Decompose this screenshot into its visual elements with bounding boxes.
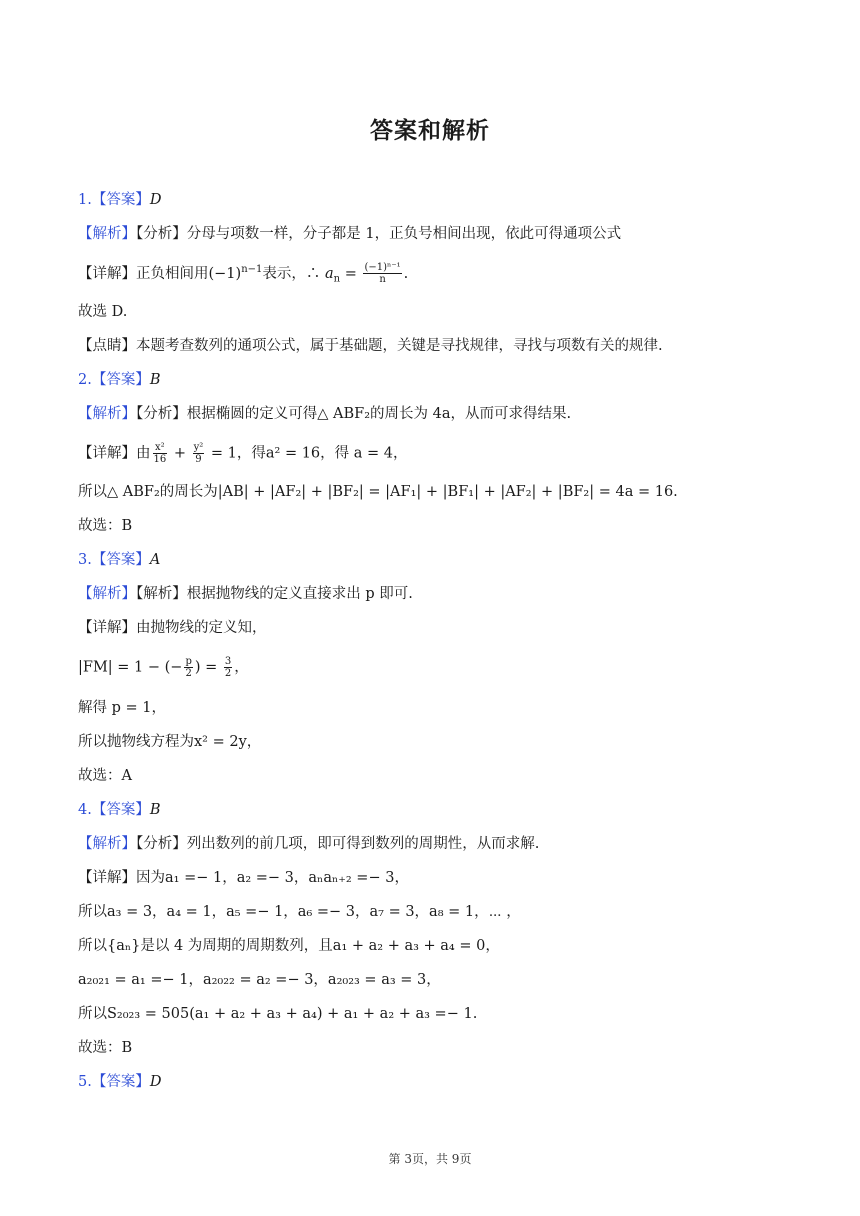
q4-analysis-tag: 【解析】	[78, 836, 136, 852]
q1-detail-b: 表示，∴	[262, 265, 325, 282]
q4-analysis-text: 【分析】列出数列的前几项，即可得到数列的周期性，从而求解.	[136, 836, 540, 852]
q1-number: 1.	[78, 192, 92, 208]
q3-answer	[78, 550, 160, 570]
q2-detail-a: 由	[136, 445, 151, 462]
q1-detail-a: 正负相间用(−1)	[136, 265, 242, 282]
q3-fm-b: ) =	[194, 659, 222, 676]
q1-answer-value: D	[149, 192, 162, 208]
q2-answer	[78, 370, 161, 390]
q3-choose: 故选：A	[78, 768, 132, 784]
q3-frac-result-num: 3	[224, 656, 232, 667]
q3-frac-result	[224, 656, 232, 679]
q3-frac-p	[184, 656, 192, 679]
q3-fm-equation	[78, 656, 249, 679]
q3-solve: 解得 p = 1，	[78, 700, 166, 716]
q2-answer-tag: 【答案】	[91, 372, 150, 388]
q1-eq: =	[340, 265, 362, 282]
q4-analysis	[78, 834, 539, 854]
q2-number: 2.	[78, 372, 92, 388]
q2-answer-value: B	[149, 372, 161, 388]
q3-detail	[78, 618, 267, 638]
q1-detail-exp: n−1	[241, 264, 263, 275]
q2-analysis-text: 【分析】根据椭圆的定义可得△ ABF₂的周长为 4a，从而可求得结果.	[136, 406, 572, 422]
q3-answer-tag: 【答案】	[91, 552, 150, 568]
q3-analysis-tag: 【解析】	[78, 586, 136, 602]
q1-end: .	[403, 265, 409, 282]
q2-frac-y	[193, 442, 205, 465]
page-title: 答案和解析	[370, 118, 490, 144]
q2-plus: +	[169, 445, 191, 462]
q3-detail-tag: 【详解】	[78, 620, 136, 636]
q3-detail-text: 由抛物线的定义知，	[136, 620, 267, 636]
q5-answer	[78, 1072, 161, 1092]
q2-analysis	[78, 404, 571, 424]
q4-answer	[78, 800, 161, 820]
q1-detail-tag: 【详解】	[78, 265, 136, 282]
q2-frac-x-den: 16	[153, 454, 167, 465]
q2-detail-tag: 【详解】	[78, 445, 136, 462]
q2-frac-x	[153, 442, 168, 465]
q3-fm-c: ，	[234, 659, 249, 676]
q4-detail-tag: 【详解】	[78, 870, 136, 886]
q3-fm-a: |FM| = 1 − (−	[78, 659, 183, 676]
q4-line3: 所以{aₙ}是以 4 为周期的周期数列，且a₁ + a₂ + a₃ + a₄ = 0，	[78, 938, 500, 954]
q2-detail	[78, 442, 408, 465]
q4-answer-tag: 【答案】	[91, 802, 150, 818]
q1-analysis-text: 【分析】分母与项数一样，分子都是 1，正负号相间出现，依此可得通项公式	[136, 226, 622, 242]
q4-number: 4.	[78, 802, 92, 818]
q1-answer-tag: 【答案】	[91, 192, 150, 208]
q4-detail-text: 因为a₁ =− 1，a₂ =− 3，aₙaₙ₊₂ =− 3，	[136, 870, 409, 886]
q3-number: 3.	[78, 552, 92, 568]
q1-analysis	[78, 224, 621, 244]
q2-frac-y-num: y²	[193, 442, 204, 453]
q5-answer-value: D	[149, 1074, 162, 1090]
q3-frac-result-den: 2	[224, 668, 232, 679]
q2-choose: 故选：B	[78, 518, 133, 534]
q1-answer	[78, 190, 161, 210]
q1-comment-tag: 【点睛】	[78, 338, 136, 354]
q5-number: 5.	[78, 1074, 92, 1090]
q2-analysis-tag: 【解析】	[78, 406, 136, 422]
page-footer: 第 3页，共 9页	[388, 1152, 472, 1166]
q3-frac-p-num: p	[185, 656, 192, 667]
q4-detail	[78, 868, 409, 888]
q3-frac-p-den: 2	[185, 668, 192, 679]
q5-answer-tag: 【答案】	[91, 1074, 150, 1090]
q4-answer-value: B	[149, 802, 161, 818]
q2-frac-x-num: x²	[153, 442, 168, 454]
q1-an: a	[325, 265, 334, 282]
q4-choose: 故选：B	[78, 1040, 133, 1056]
q4-line4: a₂₀₂₁ = a₁ =− 1，a₂₀₂₂ = a₂ =− 3，a₂₀₂₃ = a₃ = 3，	[78, 972, 441, 988]
q1-comment	[78, 336, 663, 356]
q2-line2: 所以△ ABF₂的周长为|AB| + |AF₂| + |BF₂| = |AF₁| + |BF₁| + |AF₂| + |BF₂| = 4a = 16.	[78, 484, 678, 500]
q1-comment-text: 本题考查数列的通项公式，属于基础题，关键是寻找规律，寻找与项数有关的规律.	[136, 338, 663, 354]
q4-line2: 所以a₃ = 3，a₄ = 1，a₅ =− 1，a₆ =− 3，a₇ = 3，a₈ = 1，⋯ ，	[78, 904, 521, 920]
q1-fraction	[363, 262, 401, 285]
q2-frac-y-den: 9	[195, 454, 202, 465]
q1-choose: 故选 D.	[78, 304, 128, 320]
q3-answer-value: A	[149, 552, 161, 568]
q4-line5: 所以S₂₀₂₃ = 505(a₁ + a₂ + a₃ + a₄) + a₁ + a₂ + a₃ =− 1.	[78, 1006, 478, 1022]
q1-an-sub: n	[333, 273, 341, 285]
q3-analysis-text: 【解析】根据抛物线的定义直接求出 p 即可.	[136, 586, 413, 602]
q1-detail	[78, 260, 408, 290]
q3-equation: 所以抛物线方程为x² = 2y，	[78, 734, 262, 750]
q3-analysis	[78, 584, 413, 604]
q2-detail-b: = 1，得a² = 16，得 a = 4，	[206, 445, 408, 462]
q1-frac-den: n	[379, 274, 386, 286]
q1-frac-num: (−1)ⁿ⁻¹	[364, 262, 401, 274]
q1-analysis-tag: 【解析】	[78, 226, 136, 242]
